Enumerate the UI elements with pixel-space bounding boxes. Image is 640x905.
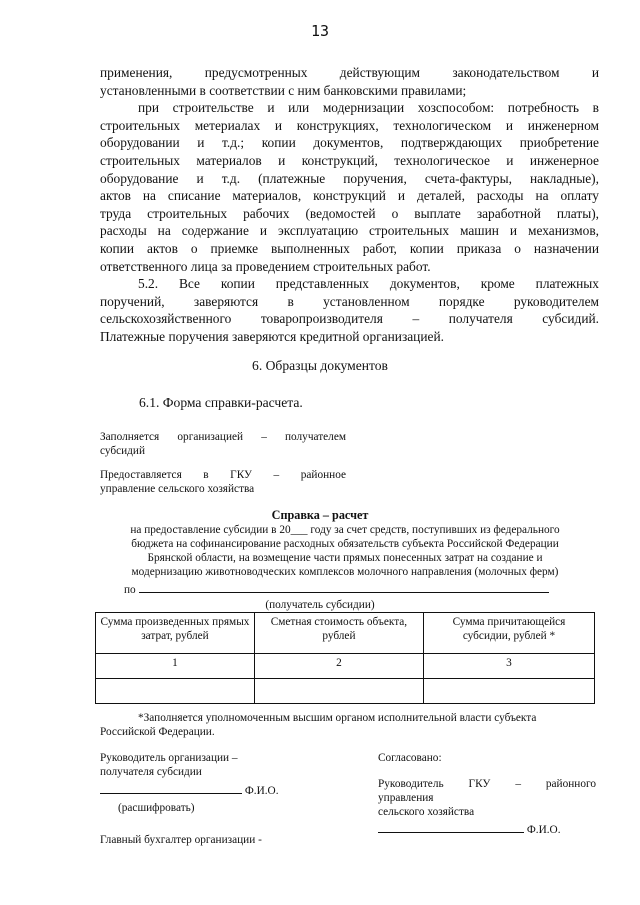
- description-line-2: бюджета на софинансирование расходных обязательств субъекта Российской Федерации: [131, 538, 559, 550]
- form-title: Справка – расчет: [271, 508, 369, 522]
- word: предусмотренных: [204, 65, 308, 80]
- signature-blank: [100, 783, 242, 794]
- paragraph-2-line-8: расходы на содержание и эксплуатацию строительных машин и механизмов,: [100, 223, 599, 239]
- filled-by-line-1: Заполняется организацией – получателем: [100, 431, 346, 443]
- right-sig-line-2: управления: [378, 792, 434, 804]
- table-cell: [96, 679, 255, 704]
- paragraph-2-line-10: ответственного лица за проведением строительных работ.: [100, 258, 431, 274]
- provided-to-line-1: Предоставляется в ГКУ – районное: [100, 469, 346, 481]
- word: действующим: [339, 65, 421, 80]
- word: и: [591, 65, 599, 80]
- agreed-label: Согласовано:: [378, 752, 442, 764]
- page-number: 13: [310, 22, 330, 40]
- table-cell: [254, 679, 423, 704]
- footnote: [100, 711, 595, 739]
- paragraph-2-line-1: при строительстве и или модернизации хозспособом: потребность в: [138, 100, 599, 116]
- header-subsidy-amount: Сумма причитающейся субсидии, рублей *: [423, 613, 594, 654]
- left-sig-fio-row: [100, 783, 360, 798]
- word: законодательством: [452, 65, 560, 80]
- recipient-line: [124, 582, 564, 597]
- paragraph-2-line-6: актов на списание материалов, конструкций и деталей, расходы на оплату: [100, 188, 599, 204]
- description-line-3: Брянской области, на возмещение части прямых понесенных затрат на создание и: [147, 552, 543, 564]
- table-number-row: [96, 654, 595, 679]
- left-signature-block: [100, 751, 360, 847]
- paragraph-3-line-4: Платежные поручения заверяются кредитной организацией.: [100, 328, 444, 344]
- fio-label: Ф.И.О.: [526, 824, 561, 836]
- paragraph-1-line-2: установленными в соответствии с ним банковскими правилами;: [100, 82, 467, 98]
- filled-by-note: [100, 430, 346, 458]
- footnote-line-2: Российской Федерации.: [100, 726, 215, 738]
- column-number: 2: [254, 654, 423, 679]
- footnote-line-1: *Заполняется уполномоченным высшим органом исполнительной власти субъекта: [138, 712, 537, 724]
- table-row: [96, 679, 595, 704]
- recipient-caption: (получатель субсидии): [265, 599, 375, 611]
- paragraph-2-line-7: труда строительных рабочих (ведомостей о выплате заработной платы),: [100, 205, 599, 221]
- recipient-blank: [139, 582, 549, 593]
- provided-to-note: [100, 468, 346, 496]
- po-label: по: [124, 584, 136, 596]
- signature-blank: [378, 822, 524, 833]
- chief-accountant-label: Главный бухгалтер организации -: [100, 834, 262, 846]
- description-line-1: на предоставление субсидии в 20___ году за счет средств, поступивших из федерального: [130, 524, 560, 536]
- body-text: [100, 64, 599, 346]
- right-signature-block: [378, 751, 596, 837]
- section-title: 6. Образцы документов: [252, 358, 388, 373]
- header-estimated-cost: Сметная стоимость объекта, рублей: [254, 613, 423, 654]
- left-sig-line-1: Руководитель организации –: [100, 752, 238, 764]
- provided-to-line-2: управление сельского хозяйства: [100, 483, 255, 495]
- calculation-table: [95, 612, 595, 704]
- paragraph-3-line-2: поручений, заверяются в установленном порядке руководителем: [100, 293, 599, 309]
- paragraph-1-line-1: [100, 64, 599, 82]
- paragraph-3-line-1: 5.2. Все копии представленных документов, кроме платежных: [138, 276, 599, 292]
- paragraph-3-line-3: сельскохозяйственного товаропроизводителя – получателя субсидий.: [100, 311, 599, 327]
- left-sig-line-2: получателя субсидии: [100, 766, 202, 778]
- table-cell: [423, 679, 594, 704]
- paragraph-2-line-2: строительных метериалах и конструкциях, технологическом и инженерном: [100, 117, 599, 133]
- decode-label: (расшифровать): [118, 802, 195, 814]
- word: применения,: [100, 65, 173, 80]
- paragraph-2-line-3: оборудовании и т.д.; копии документов, подтверждающих приобретение: [100, 135, 599, 151]
- subsection-title: 6.1. Форма справки-расчета.: [139, 395, 303, 410]
- filled-by-line-2: субсидий: [100, 445, 146, 457]
- right-sig-fio-row: [378, 822, 596, 837]
- paragraph-2-line-9: копии актов о приемке выполненных работ, копии приказа о назначении: [100, 240, 599, 256]
- header-direct-costs: Сумма произведенных прямых затрат, рублей: [96, 613, 255, 654]
- description-line-4: модернизацию животноводческих комплексов молочного направления (молочных ферм): [131, 566, 559, 578]
- paragraph-2-line-4: строительных материалов и конструкций, технологическое и инженерное: [100, 152, 599, 168]
- column-number: 1: [96, 654, 255, 679]
- form-description: [95, 523, 595, 579]
- right-sig-line-3: сельского хозяйства: [378, 806, 475, 818]
- paragraph-2-line-5: оборудование и т.д. (платежные поручения, счета-фактуры, накладные),: [100, 170, 599, 186]
- column-number: 3: [423, 654, 594, 679]
- fio-label: Ф.И.О.: [244, 785, 279, 797]
- right-sig-line-1: Руководитель ГКУ – районного: [378, 778, 596, 790]
- table-header-row: [96, 613, 595, 654]
